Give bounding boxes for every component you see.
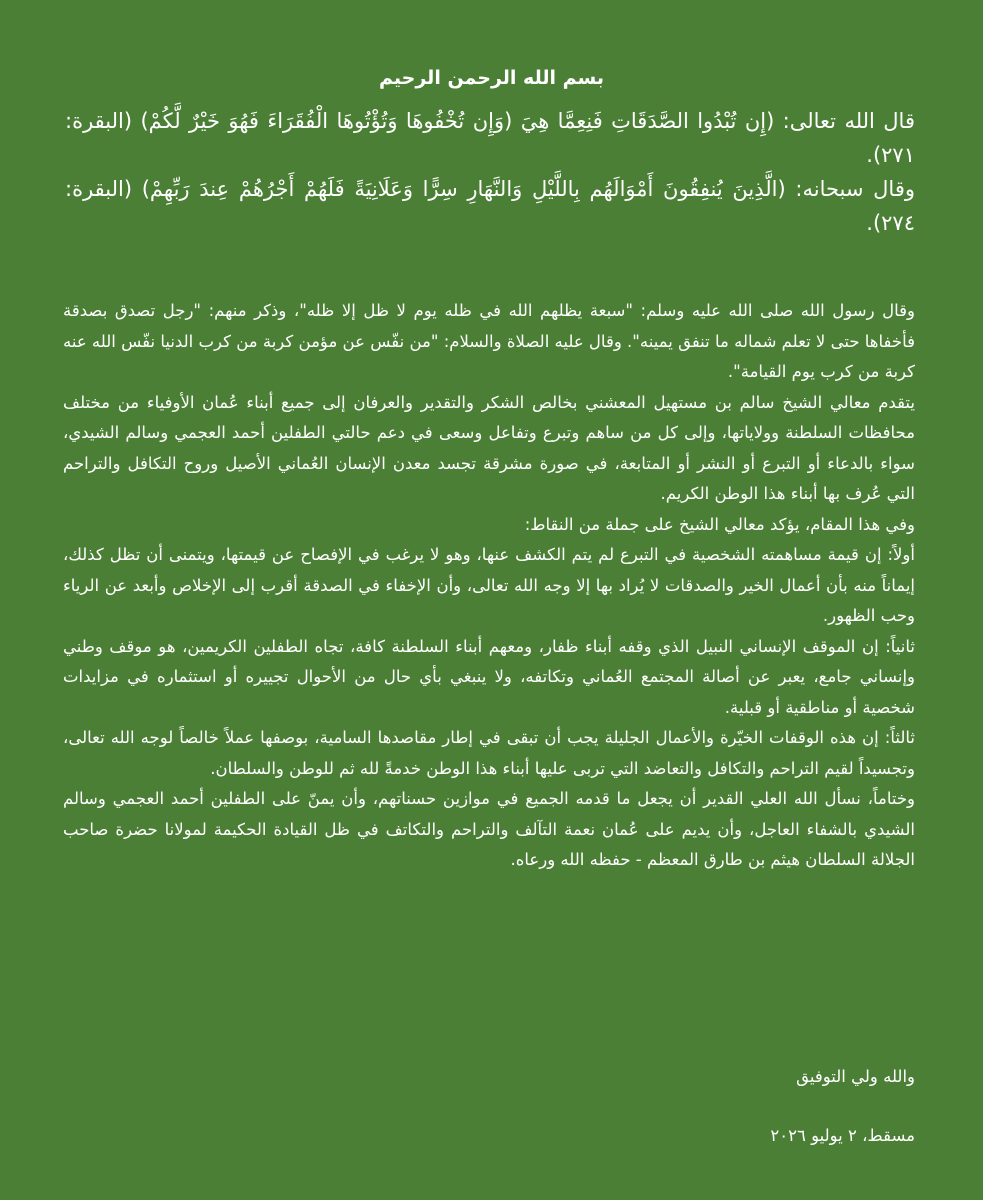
basmala-heading: بسم الله الرحمن الرحيم (379, 67, 604, 89)
quran-verses (65, 104, 915, 240)
place-date: مسقط، ٢ يوليو ٢٠٢٦ (770, 1126, 915, 1145)
points-intro: وفي هذا المقام، يؤكد معالي الشيخ على جملة من النقاط: (524, 514, 915, 534)
closing-paragraph: وختاماً، نسأل الله العلي القدير أن يجعل ما قدمه الجميع في موازين حسناتهم، وأن يمنّ على الطفلين أحمد العجمي وسالم الشيدي بالشفاء العاجل، وأن يديم على عُمان نعمة التآلف والتراحم والتكاتف في ظل القيادة الحكيمة لمولانا حضرة صاحب الجلالة السلطان هيثم بن طارق المعظم - حفظه الله ورعاه. (63, 789, 915, 869)
point-second: ثانياً: إن الموقف الإنساني النبيل الذي وقفه أبناء ظفار، ومعهم أبناء السلطنة كافة، تجاه الطفلين الكريمين، هو موقف وطني وإنساني جامع، يعبر عن أصالة المجتمع العُماني وتكاتفه، ولا ينبغي بأي حال من الأحوال تجييره أو استثماره في مزايدات شخصية أو مناطقية أو قبلية. (63, 636, 915, 717)
point-first: أولاً: إن قيمة مساهمته الشخصية في التبرع لم يتم الكشف عنها، وهو لا يرغب في الإفصاح عن قيمتها، ويتمنى أن تظل كذلك، إيماناً منه بأن أعمال الخير والصدقات لا يُراد بها إلا وجه الله تعالى، وأن الإخفاء في الصدقة أقرب إلى الإخلاص وأبعد عن الرياء وحب الظهور. (63, 545, 915, 625)
point-third: ثالثاً: إن هذه الوقفات الخيّرة والأعمال الجليلة يجب أن تبقى في إطار مقاصدها السامية، بوصفها عملاً خالصاً لوجه الله تعالى، وتجسيداً لقيم التراحم والتكافل والتعاضد التي تربى عليها أبناء هذا الوطن خدمةً لله ثم للوطن والسلطان. (63, 728, 915, 778)
statement-body (63, 296, 915, 876)
hadith-paragraph: وقال رسول الله صلى الله عليه وسلم: "سبعة يظلهم الله في ظله يوم لا ظل إلا ظله"، وذكر منهم: "رجل تصدق بصدقة فأخفاها حتى لا تعلم شماله ما تنفق يمينه". وقال عليه الصلاة والسلام: "من نفّس عن مؤمن كربة من كرب الدنيا نفّس الله عنه كربة من كرب يوم القيامة". (63, 301, 915, 381)
signoff-line: والله ولي التوفيق (796, 1067, 915, 1086)
verse-1: قال الله تعالى: (إِن تُبْدُوا الصَّدَقَاتِ فَنِعِمَّا هِيَ (وَإِن تُخْفُوهَا وَتُؤْتُوهَا الْفُقَرَاءَ فَهُوَ خَيْرٌ لَّكُمْ) (البقرة: ٢٧١). (65, 109, 915, 167)
thanks-paragraph: يتقدم معالي الشيخ سالم بن مستهيل المعشني بخالص الشكر والتقدير والعرفان إلى جميع أبناء عُمان الأوفياء من مختلف محافظات السلطنة وولاياتها، وإلى كل من ساهم وتبرع وتفاعل وسعى في دعم حالتي الطفلين أحمد العجمي وسالم الشيدي، سواء بالدعاء أو التبرع أو النشر أو المتابعة، في صورة مشرقة تجسد معدن الإنسان العُماني الأصيل وروح التكافل والتراحم التي عُرف بها أبناء هذا الوطن الكريم. (63, 392, 915, 503)
verse-2: وقال سبحانه: (الَّذِينَ يُنفِقُونَ أَمْوَالَهُم بِاللَّيْلِ وَالنَّهَارِ سِرًّا وَعَلَانِيَةً فَلَهُمْ أَجْرُهُمْ عِندَ رَبِّهِمْ) (البقرة: ٢٧٤). (65, 177, 915, 235)
